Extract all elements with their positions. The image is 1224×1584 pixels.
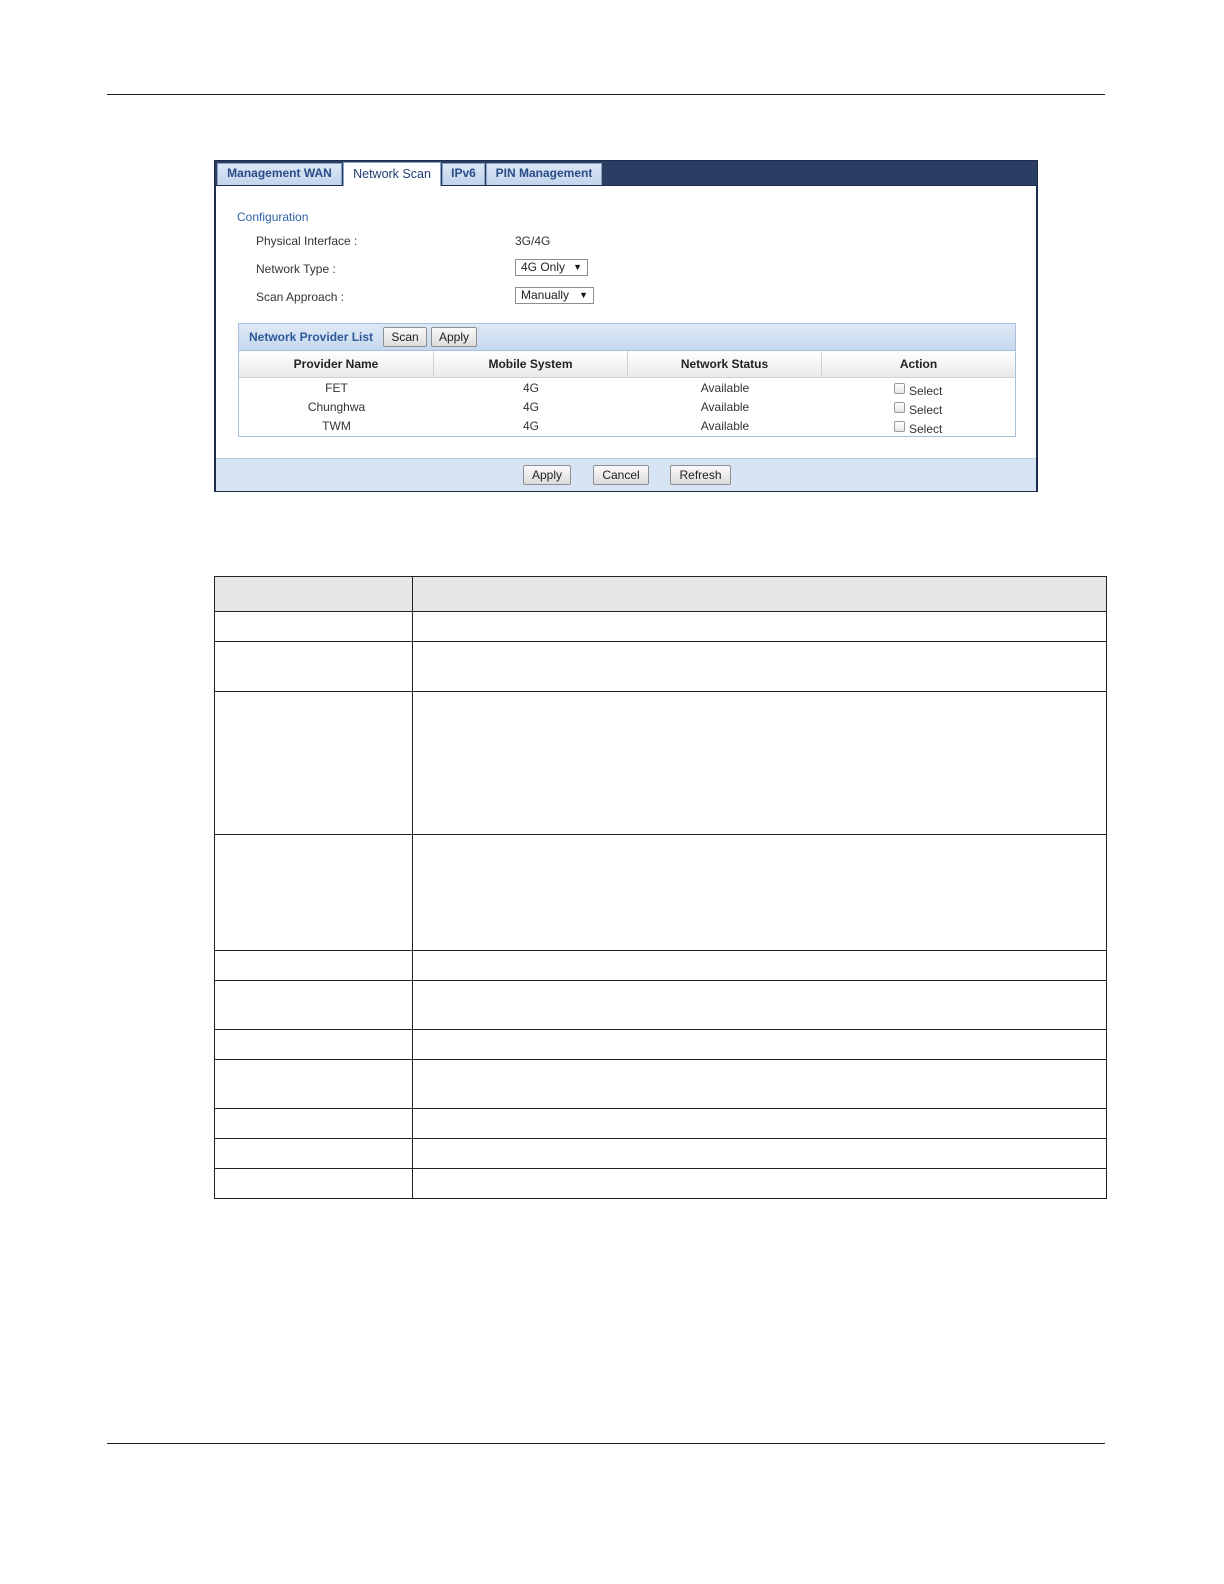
provider-name-cell: Chunghwa [307, 400, 366, 414]
table-header-row [214, 576, 1107, 612]
provider-list-title: Network Provider List [249, 330, 374, 344]
table-row [214, 692, 1107, 835]
table-row [214, 835, 1107, 951]
scan-approach-label: Scan Approach : [256, 290, 345, 304]
table-row [214, 981, 1107, 1030]
column-provider-name: Provider Name [239, 351, 434, 378]
button-bar [216, 458, 1036, 491]
select-label: Select [909, 422, 943, 436]
network-status-cell: Available [700, 419, 750, 433]
table-row [214, 1169, 1107, 1199]
select-checkbox[interactable] [894, 402, 905, 413]
physical-interface-value: 3G/4G [515, 234, 551, 248]
tab-bar [215, 161, 1037, 185]
provider-list-header [239, 324, 1015, 351]
network-type-label: Network Type : [256, 262, 336, 276]
select-label: Select [909, 384, 943, 398]
configuration-title: Configuration [237, 210, 309, 224]
cancel-button[interactable]: Cancel [593, 465, 649, 485]
provider-apply-button[interactable]: Apply [431, 327, 477, 347]
tab-management-wan[interactable]: Management WAN [217, 163, 342, 185]
table-row [214, 1139, 1107, 1169]
tab-pin-management[interactable]: PIN Management [486, 163, 602, 185]
provider-name-cell: FET [325, 381, 348, 395]
tab-network-scan[interactable]: Network Scan [343, 162, 441, 187]
apply-button[interactable]: Apply [523, 465, 571, 485]
table-row [214, 612, 1107, 642]
dropdown-arrow-icon: ▼ [579, 290, 588, 300]
tab-ipv6[interactable]: IPv6 [442, 163, 485, 185]
select-checkbox[interactable] [894, 421, 905, 432]
table-row [214, 642, 1107, 692]
network-type-select[interactable] [515, 259, 588, 276]
mobile-system-cell: 4G [522, 381, 539, 395]
table-row [214, 1109, 1107, 1139]
column-mobile-system: Mobile System [434, 351, 628, 378]
network-provider-list [238, 323, 1016, 437]
mobile-system-cell: 4G [522, 419, 539, 433]
dropdown-arrow-icon: ▼ [573, 262, 582, 272]
column-action: Action [822, 351, 1015, 378]
network-status-cell: Available [700, 400, 750, 414]
network-scan-screenshot [214, 160, 1038, 492]
table-row [214, 1030, 1107, 1060]
provider-name-cell: TWM [322, 419, 351, 433]
scan-approach-value: Manually [521, 288, 570, 302]
refresh-button[interactable]: Refresh [670, 465, 731, 485]
header-rule [107, 94, 1105, 95]
network-status-cell: Available [700, 381, 750, 395]
mobile-system-cell: 4G [522, 400, 539, 414]
column-network-status: Network Status [628, 351, 822, 378]
select-label: Select [909, 403, 943, 417]
table-row [214, 951, 1107, 981]
physical-interface-label: Physical Interface : [256, 234, 358, 248]
network-type-value: 4G Only [521, 260, 566, 274]
select-checkbox[interactable] [894, 383, 905, 394]
scan-approach-select[interactable] [515, 287, 594, 304]
footer-rule [107, 1443, 1105, 1444]
scan-button[interactable]: Scan [383, 327, 427, 347]
table-row [214, 1060, 1107, 1109]
tab-content [216, 186, 1036, 458]
